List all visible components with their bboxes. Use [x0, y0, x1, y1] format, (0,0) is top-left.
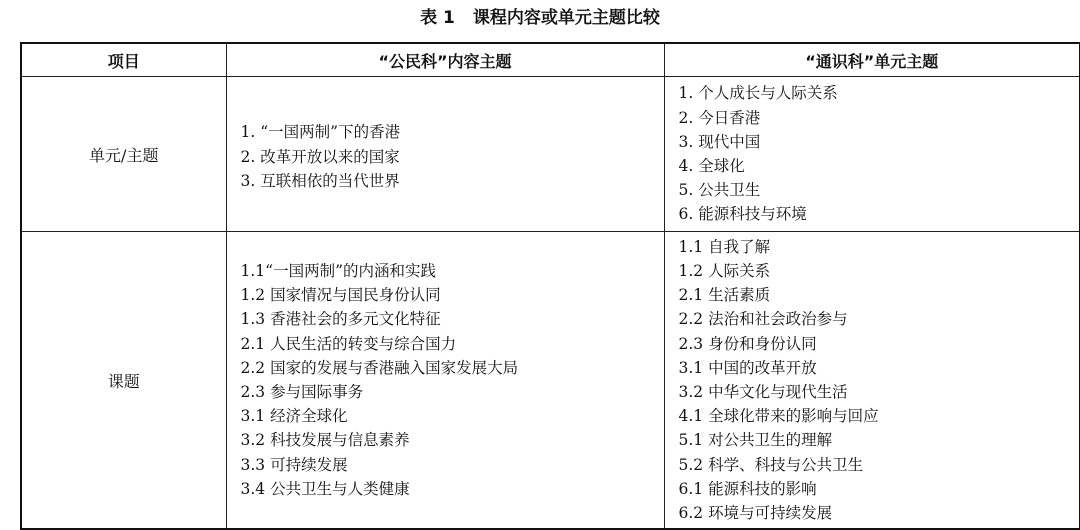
- list-item: 3.1 中国的改革开放: [678, 358, 817, 377]
- header-liberal-units: “通识科”单元主题: [664, 43, 1080, 77]
- header-row: [21, 43, 1080, 77]
- table-title: 课程内容或单元主题比较: [472, 8, 660, 28]
- liberal-units-cell: [664, 77, 1080, 232]
- row-label-topics: 课题: [21, 232, 226, 530]
- list-item: 1.1“一国两制”的内涵和实践: [240, 261, 436, 280]
- list-item: 2.1 生活素质: [678, 286, 771, 305]
- list-item: 6.1 能源科技的影响: [678, 479, 817, 498]
- list-item: 1.3 香港社会的多元文化特征: [240, 310, 441, 329]
- list-item: 3. 互联相依的当代世界: [240, 172, 400, 191]
- list-item: 1.2 国家情况与国民身份认同: [240, 286, 441, 305]
- list-item: 3.4 公共卫生与人类健康: [240, 479, 410, 498]
- list-item: 1.1 自我了解: [678, 237, 771, 256]
- list-item: 4. 全球化: [678, 157, 745, 175]
- list-item: 3.3 可持续发展: [240, 455, 348, 474]
- list-item: 2. 今日香港: [678, 108, 761, 127]
- list-item: 3.1 经济全球化: [240, 407, 348, 426]
- list-item: 1. “一国两制”下的香港: [240, 123, 401, 142]
- list-item: 4.1 全球化带来的影响与回应: [678, 407, 879, 426]
- table-row: [21, 232, 1080, 530]
- header-civic-topics: “公民科”内容主题: [226, 43, 664, 77]
- list-item: 3.2 科技发展与信息素养: [240, 431, 410, 450]
- list-item: 2.1 人民生活的转变与综合国力: [240, 334, 457, 353]
- list-item: 3. 现代中国: [678, 132, 761, 151]
- list-item: 6. 能源科技与环境: [678, 205, 807, 224]
- list-item: 5.1 对公共卫生的理解: [678, 431, 833, 450]
- table-number: 表 1: [420, 8, 455, 28]
- table-caption: [0, 6, 1080, 30]
- civic-units-cell: [226, 77, 664, 232]
- list-item: 5. 公共卫生: [678, 181, 761, 200]
- list-item: 6.2 环境与可持续发展: [678, 504, 833, 523]
- list-item: 1.2 人际关系: [678, 261, 771, 280]
- row-label-units: 单元/主题: [21, 77, 226, 232]
- header-item: 项目: [21, 43, 226, 77]
- list-item: 2.2 法治和社会政治参与: [678, 310, 848, 329]
- liberal-topics-cell: [664, 232, 1080, 530]
- list-item: 2.3 身份和身份认同: [678, 334, 817, 353]
- list-item: 2. 改革开放以来的国家: [240, 147, 400, 166]
- table-row: [21, 77, 1080, 232]
- list-item: 1. 个人成长与人际关系: [678, 84, 838, 103]
- list-item: 3.2 中华文化与现代生活: [678, 383, 848, 401]
- list-item: 2.2 国家的发展与香港融入国家发展大局: [240, 358, 519, 377]
- list-item: 2.3 参与国际事务: [240, 383, 364, 401]
- civic-topics-cell: [226, 232, 664, 530]
- list-item: 5.2 科学、科技与公共卫生: [678, 455, 864, 474]
- comparison-table: [20, 42, 1080, 530]
